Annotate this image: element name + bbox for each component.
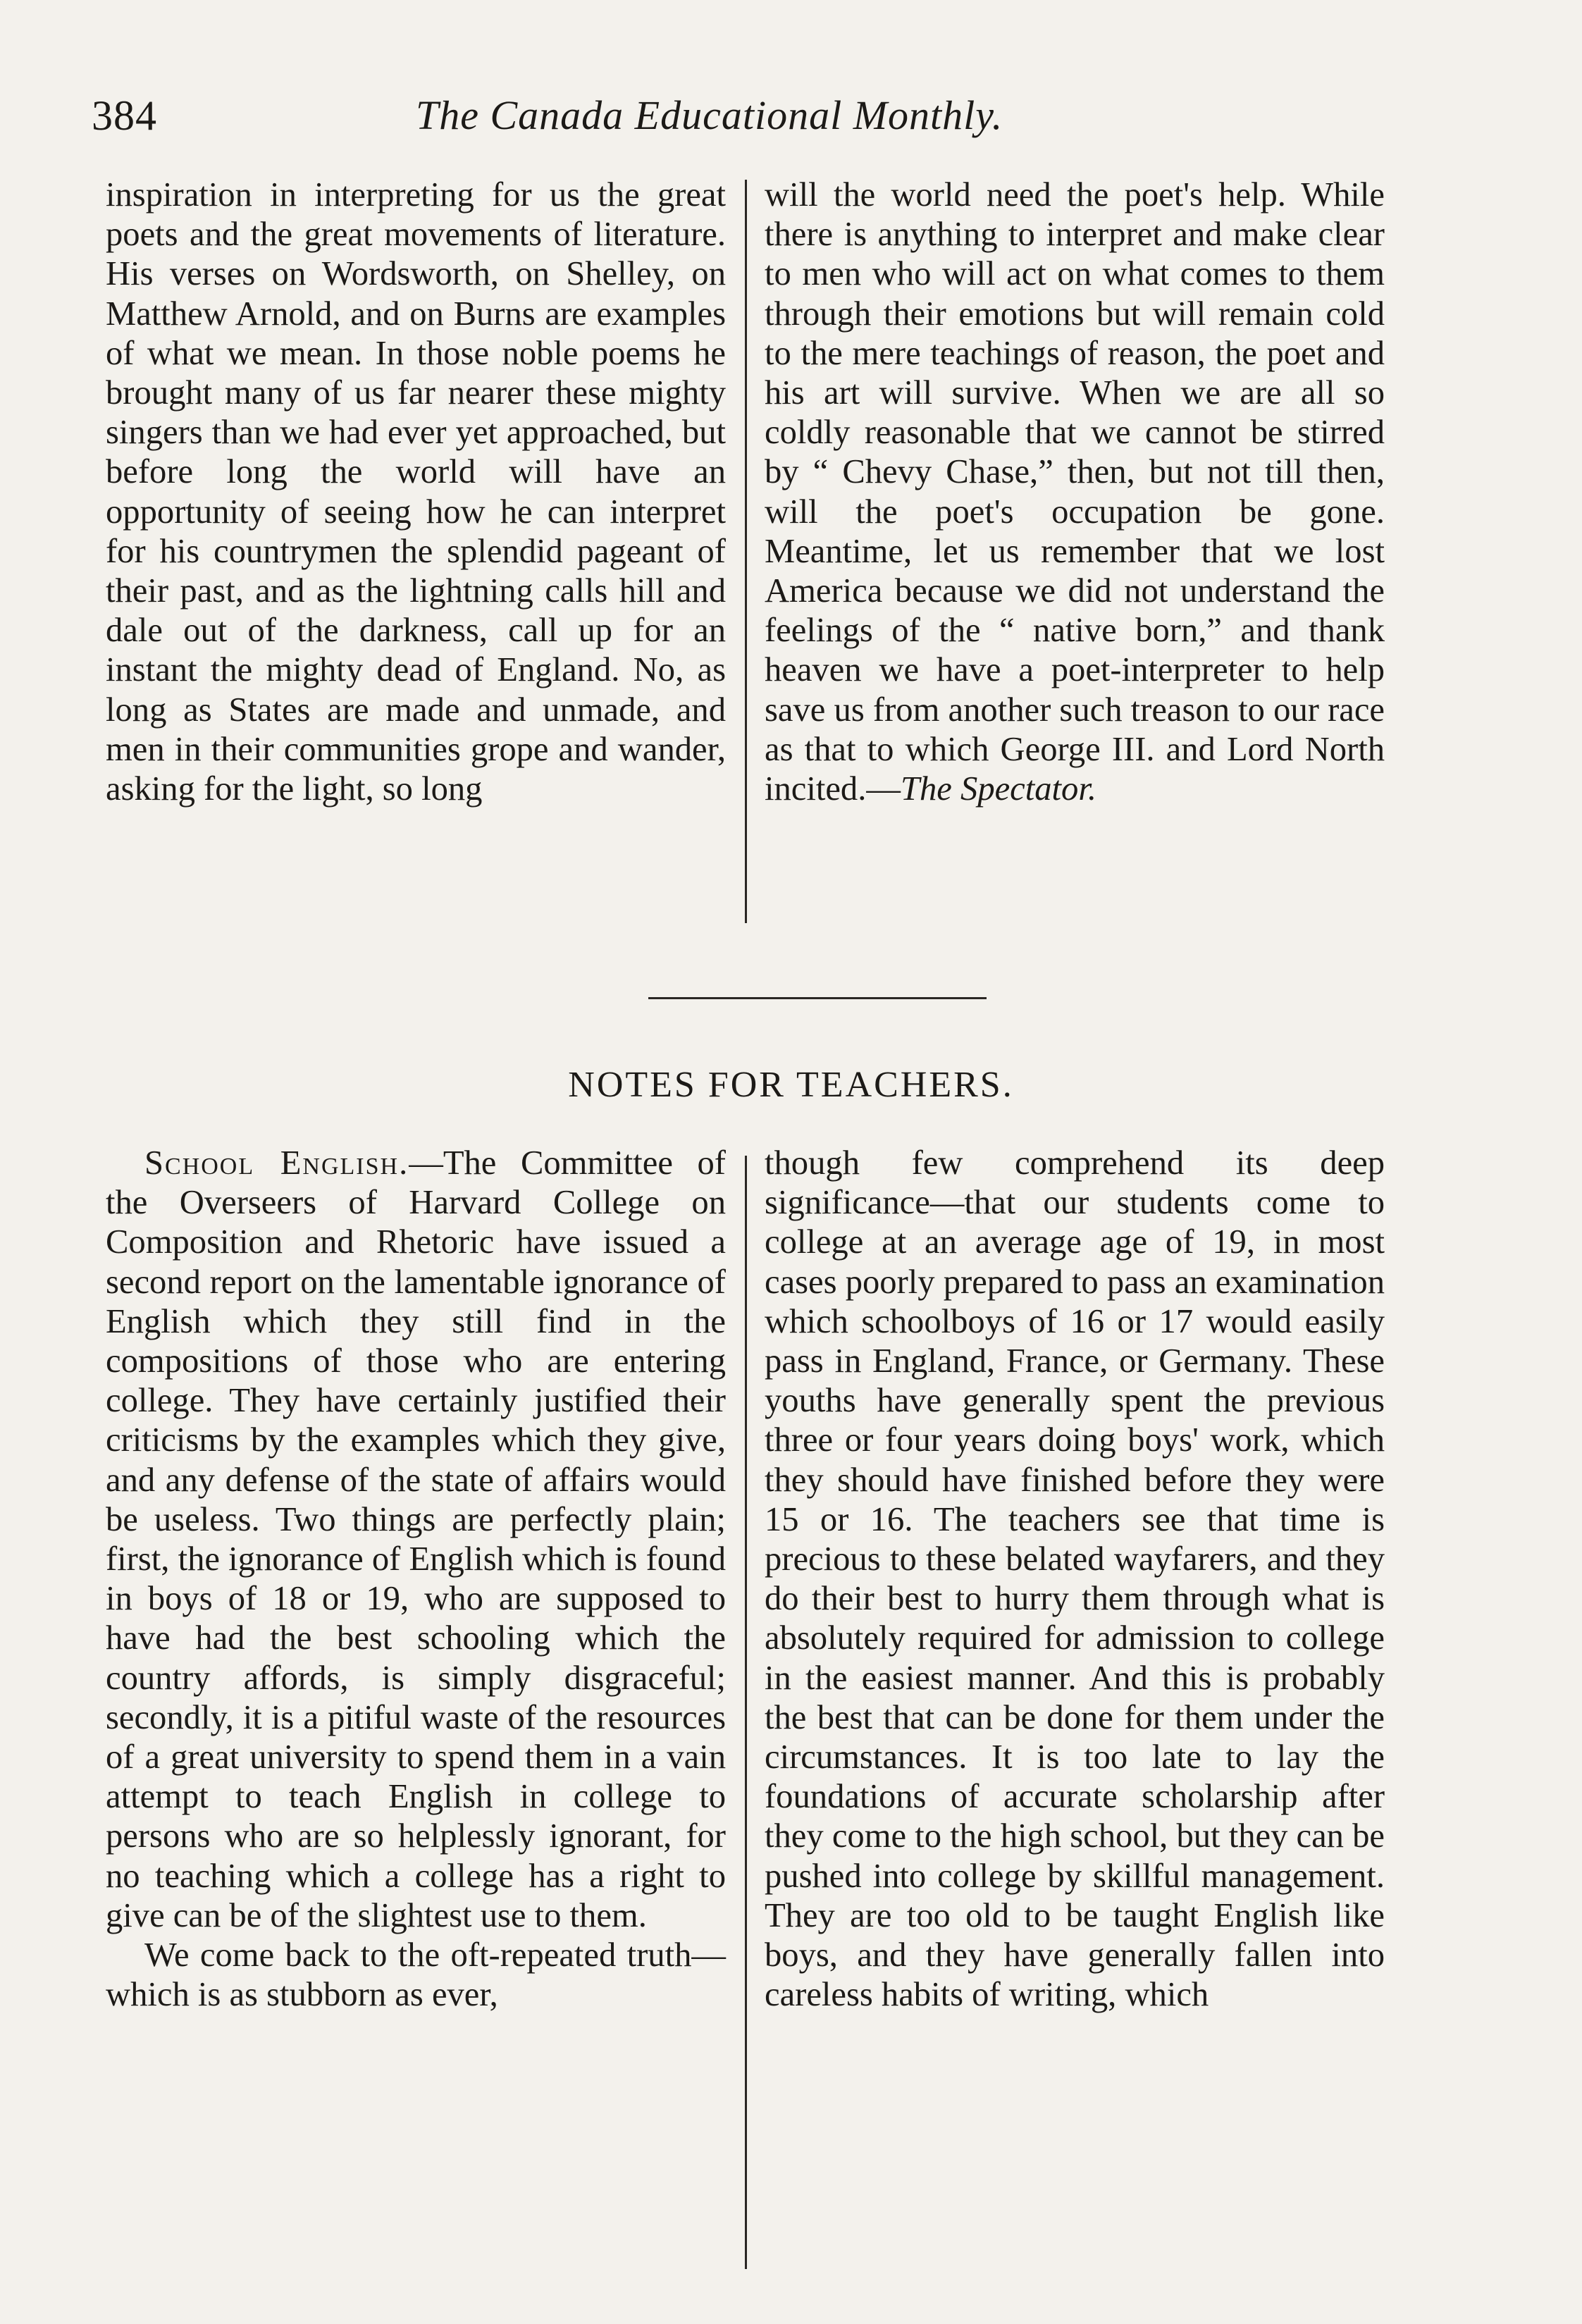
section-divider xyxy=(648,997,987,999)
paragraph-lead-in: School English. xyxy=(144,1144,409,1182)
upper-right-column xyxy=(765,175,1385,808)
paragraph-body: —The Committee of the Overseers of Harvard College on Composition and Rhetoric have issued a second report on the lamentable ignorance of English which they still find in the compositions of those who are entering college. They have certainly justified their criticisms by the examples which they give, and any defense of the state of affairs would be useless. Two things are perfectly plain; first, the ignorance of English which is found in boys of 18 or 19, who are supposed to have had the best schooling which the country affords, is simply disgraceful; secondly, it is a pitiful waste of the resources of a great university to spend them in a vain attempt to teach English in college to persons who are so helplessly ignorant, for no teaching which a college has a right to give can be of the slightest use to them. xyxy=(106,1144,726,1934)
lower-right-paragraph: though few comprehend its deep significance—that our students come to college at an average age of 19, in most cases poorly prepared to pass an examination which schoolboys of 16 or 17 would easily pass in England, France, or Germany. These youths have generally spent the previous three or four years doing boys' work, which they should have finished before they were 15 or 16. The teachers see that time is precious to these belated wayfarers, and they do their best to hurry them through what is absolutely required for admission to college in the easiest manner. And this is probably the best that can be done for them under the circumstances. It is too late to lay the foundations of accurate scholarship after they come to the high school, but they can be pushed into college by skillful management. They are too old to be taught English like boys, and they have generally fallen into careless habits of writing, which xyxy=(765,1144,1385,2014)
lower-left-paragraph-1 xyxy=(106,1143,726,1935)
lower-right-column xyxy=(765,1143,1385,2014)
column-divider-lower xyxy=(745,1156,747,2269)
upper-left-paragraph: inspiration in interpreting for us the great poets and the great movements of literature. His verses on Wordsworth, on Shelley, on Matthew Arnold, and on Burns are examples of what we mean. In those noble poems he brought many of us far nearer these mighty singers than we had ever yet approached, but before long the world will have an opportunity of seeing how he can interpret for his countrymen the splendid pageant of their past, and as the lightning calls hill and dale out of the darkness, call up for an instant the mighty dead of England. No, as long as States are made and unmade, and men in their communities grope and wander, asking for the light, so long xyxy=(106,175,726,808)
page-number: 384 xyxy=(92,92,157,139)
running-title: The Canada Educational Monthly. xyxy=(416,92,1003,138)
lower-left-paragraph-2: We come back to the oft-repeated truth—which is as stubborn as ever, xyxy=(106,1936,726,2014)
page-header xyxy=(92,92,1430,155)
column-divider-upper xyxy=(745,180,747,923)
section-heading: NOTES FOR TEACHERS. xyxy=(568,1065,1014,1105)
lower-left-column xyxy=(106,1143,726,2014)
upper-right-paragraph xyxy=(765,175,1385,808)
upper-right-text: will the world need the poet's help. While there is anything to interpret and make clear to men who will act on what comes to them through their emotions but will remain cold to the mere teachings of reason, the poet and his art will survive. When we are all so coldly reasonable that we cannot be stirred by “ Chevy Chase,” then, but not till then, will the poet's occupation be gone. Meantime, let us remember that we lost America because we did not understand the feelings of the “ native born,” and thank heaven we have a poet-interpreter to help save us from another such treason to our race as that to which George III. and Lord North incited.— xyxy=(765,175,1385,808)
source-attribution: The Spectator. xyxy=(900,769,1097,808)
upper-left-column xyxy=(106,175,726,808)
